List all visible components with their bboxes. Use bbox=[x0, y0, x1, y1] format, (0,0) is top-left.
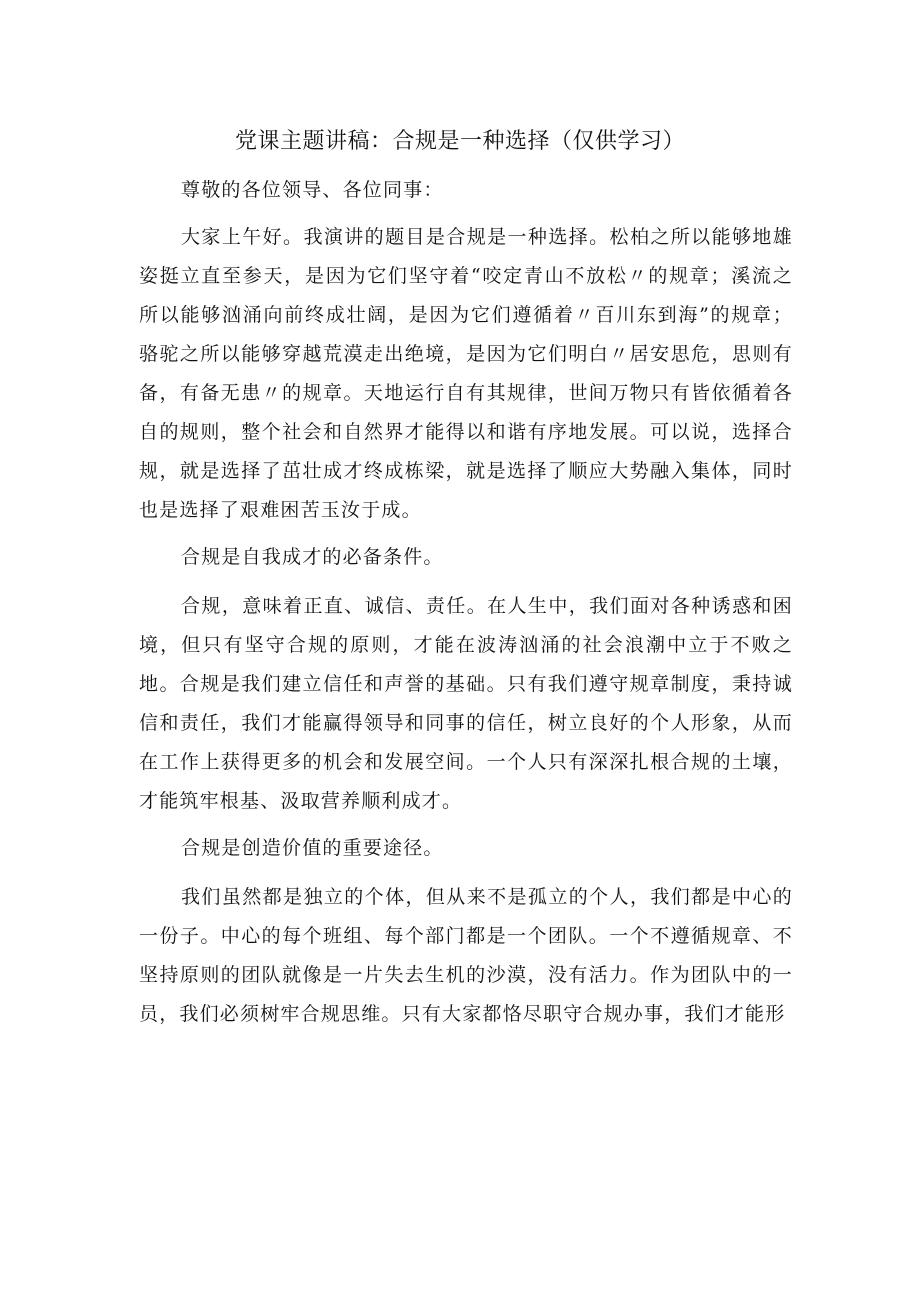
intro-paragraph: 大家上午好。我演讲的题目是合规是一种选择。松柏之所以能够地雄姿挺立直至参天，是因为它们坚守着“咬定青山不放松〃的规章；溪流之所以能够汹涌向前终成壮阔，是因为它们遵循着〃百川东到海”的规章；骆驼之所以能够穿越荒漠走出绝境，是因为它们明白〃居安思危，思则有备，有备无患〃的规章。天地运行自有其规律，世间万物只有皆依循着各自的规则，整个社会和自然界才能得以和谐有序地发展。可以说，选择合规，就是选择了茁壮成才终成栋梁，就是选择了顺应大势融入集体，同时也是选择了艰难困苦玉汝于成。 bbox=[139, 226, 793, 521]
salutation: 尊敬的各位领导、各位同事： bbox=[181, 179, 444, 201]
section-heading-2: 合规是创造价值的重要途径。 bbox=[181, 837, 444, 859]
document-title: 党课主题讲稿：合规是一种选择（仅供学习） bbox=[234, 129, 685, 154]
document-body bbox=[139, 171, 793, 1034]
section-paragraph-1: 合规，意味着正直、诚信、责任。在人生中，我们面对各种诱惑和困境，但只有坚守合规的原则，才能在波涛汹涌的社会浪潮中立于不败之地。合规是我们建立信任和声誉的基础。只有我们遵守规章制度，秉持诚信和责任，我们才能赢得领导和同事的信任，树立良好的个人形象，从而在工作上获得更多的机会和发展空间。一个人只有深深扎根合规的土壤，才能筑牢根基、汲取营养顺利成才。 bbox=[139, 595, 793, 812]
section-heading-1: 合规是自我成才的必备条件。 bbox=[181, 546, 444, 568]
section-paragraph-2: 我们虽然都是独立的个体，但从来不是孤立的个人，我们都是中心的一份子。中心的每个班组、每个部门都是一个团队。一个不遵循规章、不坚持原则的团队就像是一片失去生机的沙漠，没有活力。作为团队中的一员，我们必须树牢合规思维。只有大家都恪尽职守合规办事，我们才能形 bbox=[139, 886, 793, 1025]
